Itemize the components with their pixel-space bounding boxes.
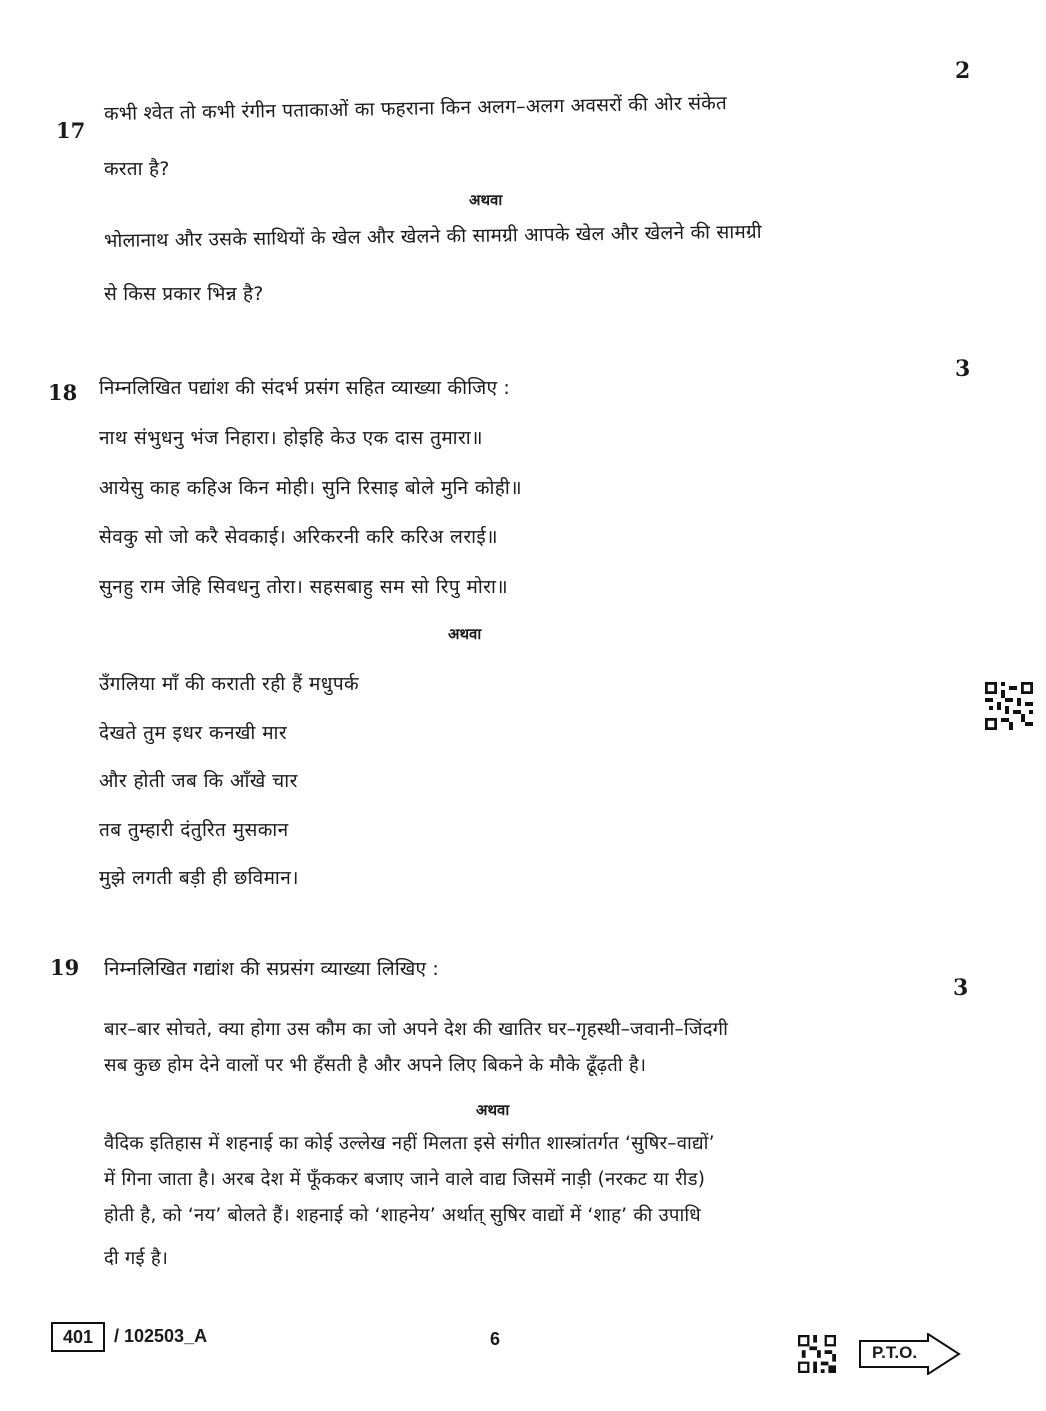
q19-alt-passage-line1: वैदिक इतिहास में शहनाई का कोई उल्लेख नहीं मिलता इसे संगीत शास्त्रांतर्गत ‘सुषिर–वाद्यों’ (104, 1133, 715, 1154)
q18-alt-verse-5: मुझे लगती बड़ी ही छविमान। (99, 867, 299, 889)
q19-passage-line2: सब कुछ होम देने वालों पर भी हँसती है और अपने लिए बिकने के मौके ढूँढ़ती है। (104, 1055, 647, 1076)
q18-marks: 3 (955, 356, 971, 382)
q17-alt-line2: से किस प्रकार भिन्न है? (104, 283, 264, 305)
q19-number: 19 (50, 955, 80, 980)
q19-alt-passage-line4: दी गई है। (104, 1248, 169, 1269)
q19-alt-passage-line3: होती है, को ‘नय’ बोलते हैं। शहनाई को ‘शाहनेय’ अर्थात् सुषिर वाद्यों में ‘शाह’ की उपाधि (104, 1205, 701, 1226)
q17-number: 17 (56, 118, 86, 143)
q18-prompt: निम्नलिखित पद्यांश की संदर्भ प्रसंग सहित व्याख्या कीजिए : (99, 377, 511, 399)
q17-alt-line1: भोलानाथ और उसके साथियों के खेल और खेलने की सामग्री आपके खेल और खेलने की सामग्री (103, 220, 762, 252)
q18-or: अथवा (448, 625, 482, 643)
q18-verse-1: नाथ संभुधनु भंज निहारा। होइहि केउ एक दास तुमारा॥ (99, 427, 483, 449)
q19-prompt: निम्नलिखित गद्यांश की सप्रसंग व्याख्या लिखिए : (104, 958, 440, 980)
footer-qr-code-icon (797, 1335, 837, 1373)
q18-number: 18 (48, 380, 78, 405)
q17-text-line2: करता है? (104, 158, 170, 180)
pto-arrow (858, 1333, 962, 1375)
q17-text-line1: कभी श्वेत तो कभी रंगीन पताकाओं का फहराना किन अलग–अलग अवसरों की ओर संकेत (103, 92, 728, 125)
paper-series: / 102503_A (114, 1326, 208, 1346)
q18-alt-verse-1: उँगलिया माँ की कराती रही हैं मधुपर्क (99, 673, 360, 695)
q18-alt-verse-2: देखते तुम इधर कनखी मार (99, 722, 288, 744)
q18-alt-verse-4: तब तुम्हारी दंतुरित मुसकान (99, 819, 289, 841)
q19-passage-line1: बार–बार सोचते, क्या होगा उस कौम का जो अपने देश की खातिर घर–गृहस्थी–जवानी–जिंदगी (104, 1019, 729, 1040)
q19-marks: 3 (953, 975, 969, 1001)
q17-or: अथवा (469, 191, 503, 209)
page-number: 6 (490, 1329, 501, 1349)
q17-marks: 2 (955, 58, 971, 84)
paper-code-box: 401 (51, 1322, 105, 1352)
qr-code-icon (985, 682, 1033, 730)
q19-or: अथवा (476, 1101, 510, 1119)
q18-verse-4: सुनहु राम जेहि सिवधनु तोरा। सहसबाहु सम सो रिपु मोरा॥ (99, 576, 509, 598)
pto-label: P.T.O. (872, 1343, 918, 1362)
q18-verse-3: सेवकु सो जो करै सेवकाई। अरिकरनी करि करिअ लराई॥ (99, 526, 498, 548)
q18-verse-2: आयेसु काह कहिअ किन मोही। सुनि रिसाइ बोले मुनि कोही॥ (99, 477, 522, 499)
q19-alt-passage-line2: में गिना जाता है। अरब देश में फूँककर बजाए जाने वाले वाद्य जिसमें नाड़ी (नरकट या रीड) (104, 1169, 706, 1190)
q18-alt-verse-3: और होती जब कि आँखे चार (99, 770, 298, 792)
